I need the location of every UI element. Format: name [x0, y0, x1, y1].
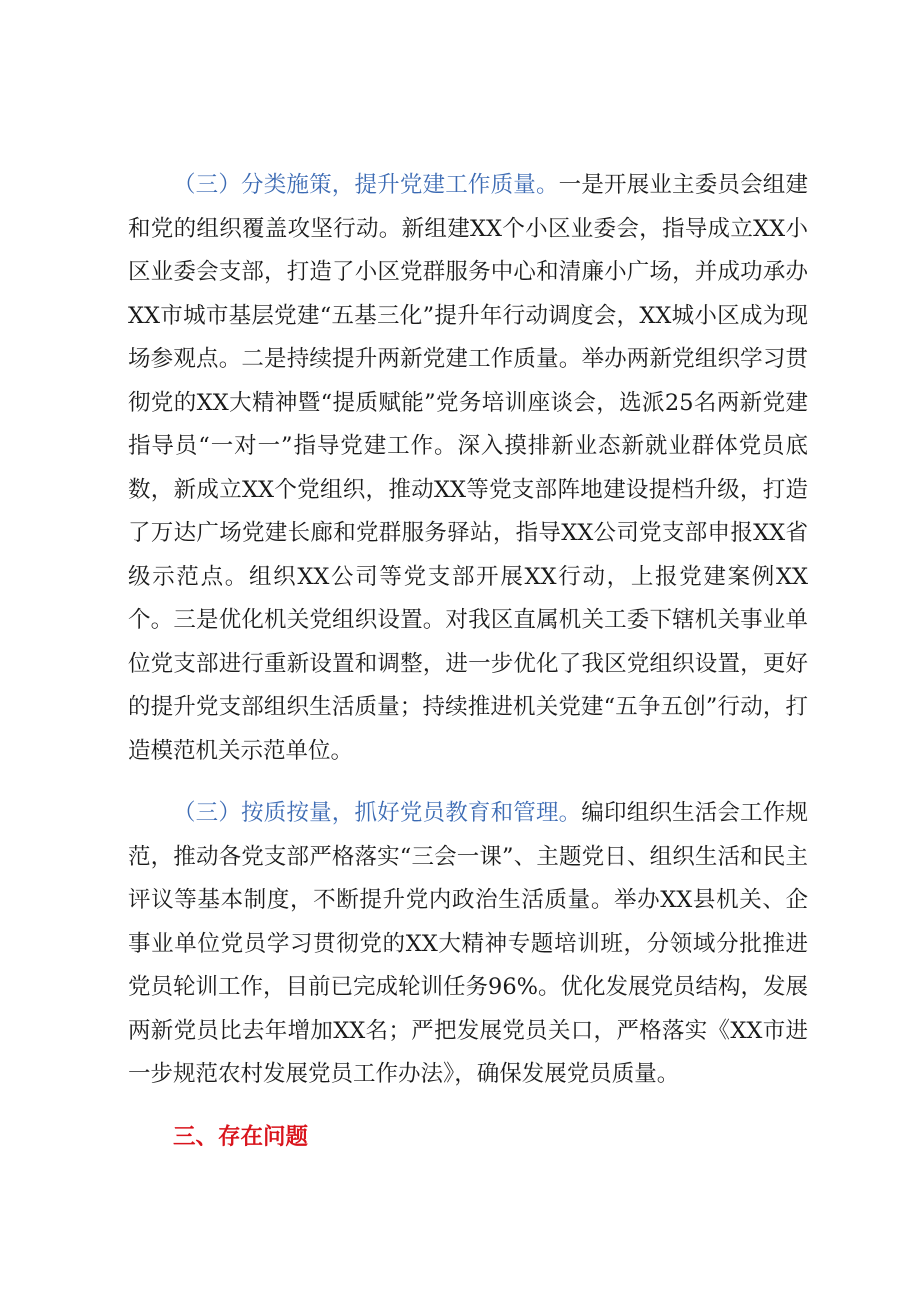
paragraph-classified-policy — [128, 164, 808, 773]
document-content — [128, 164, 808, 1159]
paragraph-member-education — [128, 792, 808, 1097]
section-heading: 三、存在问题 — [173, 1123, 309, 1150]
paragraph-body: 一是开展业主委员会组建和党的组织覆盖攻坚行动。新组建XX个小区业委会，指导成立XX小区业委会支部，打造了小区党群服务中心和清廉小广场，并成功承办XX市城市基层党建“五基三化”提升年行动调度会，XX城小区成为现场参观点。二是持续提升两新党建工作质量。举办两新党组织学习贯彻党的XX大精神暨“提质赋能”党务培训座谈会，选派25名两新党建指导员“一对一”指导党建工作。深入摸排新业态新就业群体党员底数，新成立XX个党组织，推动XX等党支部阵地建设提档升级，打造了万达广场党建长廊和党群服务驿站，指导XX公司党支部申报XX省级示范点。组织XX公司等党支部开展XX行动，上报党建案例XX个。三是优化机关党组织设置。对我区直属机关工委下辖机关事业单位党支部进行重新设置和调整，进一步优化了我区党组织设置，更好的提升党支部组织生活质量；持续推进机关党建“五争五创”行动，打造模范机关示范单位。 — [128, 172, 808, 764]
paragraph-lead: （三）按质按量，抓好党员教育和管理。 — [173, 800, 582, 826]
paragraph-body: 编印组织生活会工作规范，推动各党支部严格落实“三会一课”、主题党日、组织生活和民主评议等基本制度，不断提升党内政治生活质量。举办XX县机关、企事业单位党员学习贯彻党的XX大精神专题培训班，分领域分批推进党员轮训工作，目前已完成轮训任务96%。优化发展党员结构，发展两新党员比去年增加XX名；严把发展党员关口，严格落实《XX市进一步规范农村发展党员工作办法》，确保发展党员质量。 — [128, 800, 809, 1087]
paragraph-lead: （三）分类施策，提升党建工作质量。 — [173, 172, 559, 198]
